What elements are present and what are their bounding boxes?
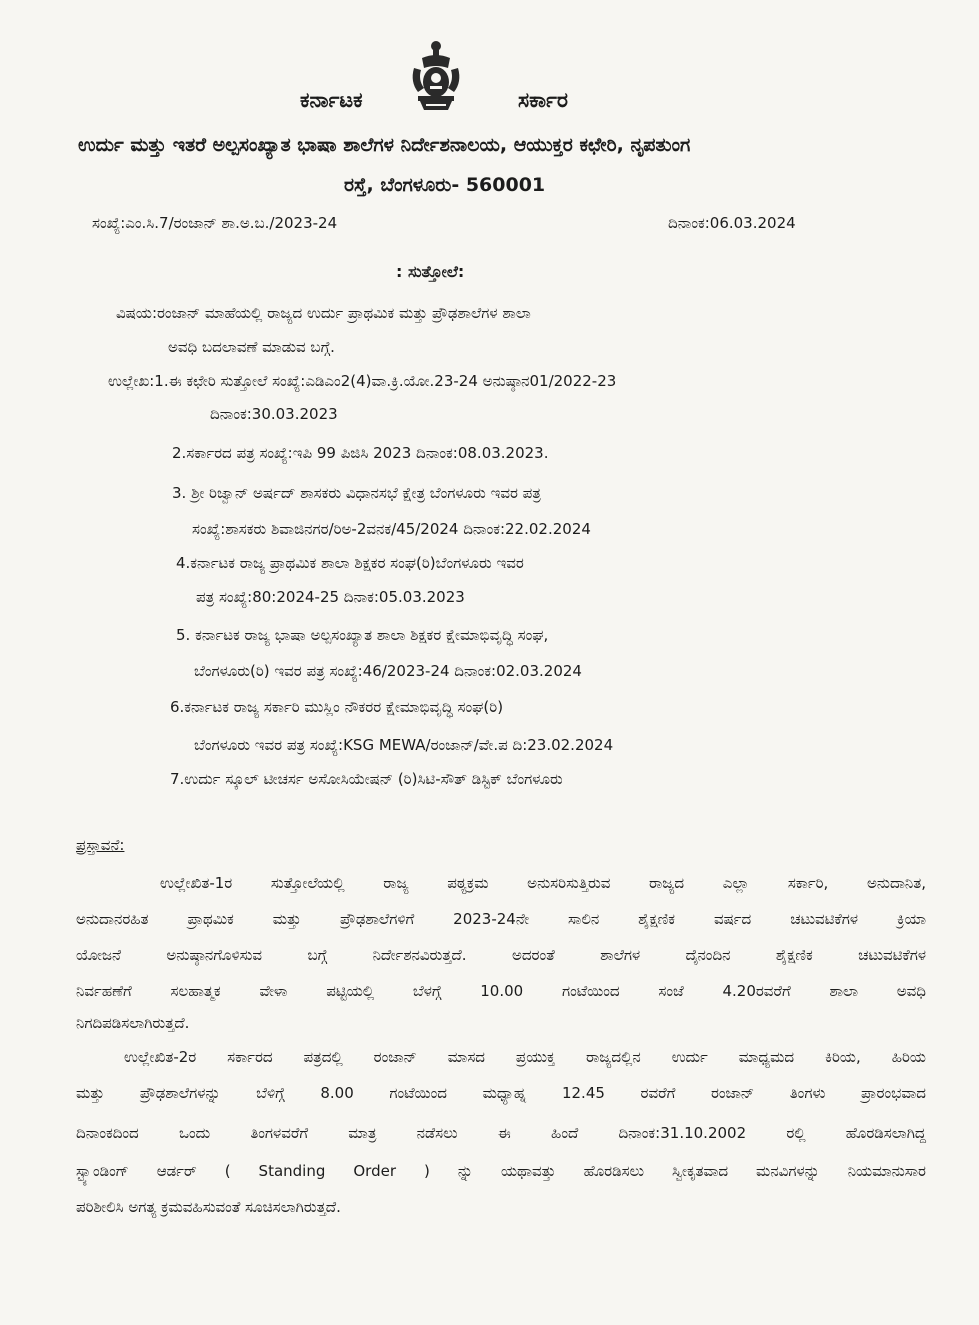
reference-4-line2: ಪತ್ರ ಸಂಖ್ಯೆ:80:2024-25 ದಿನಾಕ:05.03.2023 <box>196 588 465 606</box>
reference-7: 7.ಉರ್ದು ಸ್ಕೂಲ್ ಟೀಚರ್ಸ ಅಸೋಸಿಯೇಷನ್ (ರಿ)ಸಿಟಿ-ಸೌತ್ ಡಿಸ್ಟಿಕ್ ಬೆಂಗಳೂರು <box>170 770 563 788</box>
reference-5-line1: 5. ಕರ್ನಾಟಕ ರಾಜ್ಯ ಭಾಷಾ ಅಲ್ಪಸಂಖ್ಯಾತ ಶಾಲಾ ಶಿಕ್ಷಕರ ಕ್ಷೇಮಾಭಿವೃದ್ಧಿ ಸಂಘ, <box>176 626 549 644</box>
govt-title-left: ಕರ್ನಾಟಕ <box>300 88 363 112</box>
reference-6-line2: ಬೆಂಗಳೂರು ಇವರ ಪತ್ರ ಸಂಖ್ಯೆ:KSG MEWA/ರಂಜಾನ್/ವೇ.ಪ ದಿ:23.02.2024 <box>194 736 614 754</box>
subject-line1: ವಿಷಯ:ರಂಜಾನ್ ಮಾಹೆಯಲ್ಲಿ ರಾಜ್ಯದ ಉರ್ದು ಪ್ರಾಥಮಿಕ ಮತ್ತು ಪ್ರೌಢಶಾಲೆಗಳ ಶಾಲಾ <box>116 304 531 322</box>
reference-2: 2.ಸರ್ಕಾರದ ಪತ್ರ ಸಂಖ್ಯೆ:ಇಪಿ 99 ಪಿಜಿಸಿ 2023 ದಿನಾಂಕ:08.03.2023. <box>172 444 549 462</box>
reference-6-line1: 6.ಕರ್ನಾಟಕ ರಾಜ್ಯ ಸರ್ಕಾರಿ ಮುಸ್ಲಿಂ ನೌಕರರ ಕ್ಷೇಮಾಭಿವೃದ್ಧಿ ಸಂಘ(ರಿ) <box>170 698 504 716</box>
para1-line3: ಯೋಜನೆ ಅನುಷ್ಠಾನಗೊಳಿಸುವ ಬಗ್ಗೆ ನಿರ್ದೇಶನವಿರುತ್ತದೆ. ಅದರಂತೆ ಶಾಲೆಗಳ ದೈನಂದಿನ ಶೈಕ್ಷಣಿಕ ಚಟುವಟಿಕೆಗಳ <box>76 946 926 964</box>
reference-3-line2: ಸಂಖ್ಯೆ:ಶಾಸಕರು ಶಿವಾಜಿನಗರ/ರಿಅ-2ವನಕ/45/2024 ದಿನಾಂಕ:22.02.2024 <box>192 520 591 538</box>
para2-line2: ಮತ್ತು ಪ್ರೌಢಶಾಲೆಗಳನ್ನು ಬೆಳಿಗ್ಗೆ 8.00 ಗಂಟೆಯಿಂದ ಮಧ್ಯಾಹ್ನ 12.45 ರವರೆಗೆ ರಂಜಾನ್ ತಿಂಗಳು ಪ್ರಾರಂಭವಾದ <box>76 1084 926 1102</box>
office-name-line2: ರಸ್ತೆ, ಬೆಂಗಳೂರು- 560001 <box>344 174 546 196</box>
para1-line5: ನಿಗದಿಪಡಿಸಲಾಗಿರುತ್ತದೆ. <box>76 1014 190 1032</box>
state-emblem-icon <box>408 38 464 116</box>
reference-3-line1: 3. ಶ್ರೀ ರಿಜ್ವಾನ್ ಅರ್ಷದ್ ಶಾಸಕರು ವಿಧಾನಸಭೆ ಕ್ಷೇತ್ರ ಬೆಂಗಳೂರು ಇವರ ಪತ್ರ <box>172 484 541 502</box>
reference-1-line1: ಉಲ್ಲೇಖ:1.ಈ ಕಛೇರಿ ಸುತ್ತೋಲೆ ಸಂಖ್ಯೆ:ಎಡಿಎಂ2(4)ವಾ.ಕ್ರಿ.ಯೋ.23-24 ಅನುಷ್ಠಾನ01/2022-23 <box>108 372 617 390</box>
circular-heading: : ಸುತ್ತೋಲೆ: <box>396 262 465 281</box>
para1-line4: ನಿರ್ವಹಣೆಗೆ ಸಲಹಾತ್ಮಕ ವೇಳಾ ಪಟ್ಟಿಯಲ್ಲಿ ಬೆಳಗ್ಗೆ 10.00 ಗಂಟೆಯಿಂದ ಸಂಜೆ 4.20ರವರೆಗೆ ಶಾಲಾ ಅವಧಿ <box>76 982 926 1000</box>
para2-line3: ದಿನಾಂಕದಿಂದ ಒಂದು ತಿಂಗಳವರೆಗೆ ಮಾತ್ರ ನಡೆಸಲು ಈ ಹಿಂದೆ ದಿನಾಂಕ:31.10.2002 ರಲ್ಲಿ ಹೊರಡಿಸಲಾಗಿದ್ದ <box>76 1124 926 1142</box>
reference-1-line2: ದಿನಾಂಕ:30.03.2023 <box>210 405 338 423</box>
preamble-heading: ಪ್ರಸ್ತಾವನೆ: <box>76 836 125 854</box>
para2-line4: ಸ್ಟ್ಯಾಂಡಿಂಗ್ ಆರ್ಡರ್ ( Standing Order ) ನ್ನು ಯಥಾವತ್ತು ಹೊರಡಿಸಲು ಸ್ವೀಕೃತವಾದ ಮನವಿಗಳನ್ನು ನಿಯಮಾನುಸಾರ <box>76 1162 926 1180</box>
para2-line1: ಉಲ್ಲೇಖಿತ-2ರ ಸರ್ಕಾರದ ಪತ್ರದಲ್ಲಿ ರಂಜಾನ್ ಮಾಸದ ಪ್ರಯುಕ್ತ ರಾಜ್ಯದಲ್ಲಿನ ಉರ್ದು ಮಾಧ್ಯಮದ ಕಿರಿಯ, ಹಿರಿಯ <box>124 1048 926 1066</box>
document-date: ದಿನಾಂಕ:06.03.2024 <box>668 214 796 232</box>
para2-line5: ಪರಿಶೀಲಿಸಿ ಅಗತ್ಯ ಕ್ರಮವಹಿಸುವಂತೆ ಸೂಚಿಸಲಾಗಿರುತ್ತದೆ. <box>76 1198 341 1216</box>
reference-5-line2: ಬೆಂಗಳೂರು(ರಿ) ಇವರ ಪತ್ರ ಸಂಖ್ಯೆ:46/2023-24 ದಿನಾಂಕ:02.03.2024 <box>194 662 582 680</box>
para1-line2: ಅನುದಾನರಹಿತ ಪ್ರಾಥಮಿಕ ಮತ್ತು ಪ್ರೌಢಶಾಲೆಗಳಿಗೆ 2023-24ನೇ ಸಾಲಿನ ಶೈಕ್ಷಣಿಕ ವರ್ಷದ ಚಟುವಟಿಕೆಗಳ ಕ್ರಿಯಾ <box>76 910 926 928</box>
office-name-line1: ಉರ್ದು ಮತ್ತು ಇತರೆ ಅಲ್ಪಸಂಖ್ಯಾತ ಭಾಷಾ ಶಾಲೆಗಳ ನಿರ್ದೇಶನಾಲಯ, ಆಯುಕ್ತರ ಕಛೇರಿ, ನೃಪತುಂಗ <box>78 134 691 156</box>
reference-4-line1: 4.ಕರ್ನಾಟಕ ರಾಜ್ಯ ಪ್ರಾಥಮಿಕ ಶಾಲಾ ಶಿಕ್ಷಕರ ಸಂಘ(ರಿ)ಬೆಂಗಳೂರು ಇವರ <box>176 554 524 572</box>
para1-line1: ಉಲ್ಲೇಖಿತ-1ರ ಸುತ್ತೋಲೆಯಲ್ಲಿ ರಾಜ್ಯ ಪಠ್ಯಕ್ರಮ ಅನುಸರಿಸುತ್ತಿರುವ ರಾಜ್ಯದ ಎಲ್ಲಾ ಸರ್ಕಾರಿ, ಅನುದಾನಿತ, <box>160 874 926 892</box>
govt-title-right: ಸರ್ಕಾರ <box>518 88 569 112</box>
subject-line2: ಅವಧಿ ಬದಲಾವಣೆ ಮಾಡುವ ಬಗ್ಗೆ. <box>168 338 335 356</box>
reference-number: ಸಂಖ್ಯೆ:ಎಂ.ಸಿ.7/ರಂಜಾನ್ ಶಾ.ಅ.ಬ./2023-24 <box>92 214 338 232</box>
